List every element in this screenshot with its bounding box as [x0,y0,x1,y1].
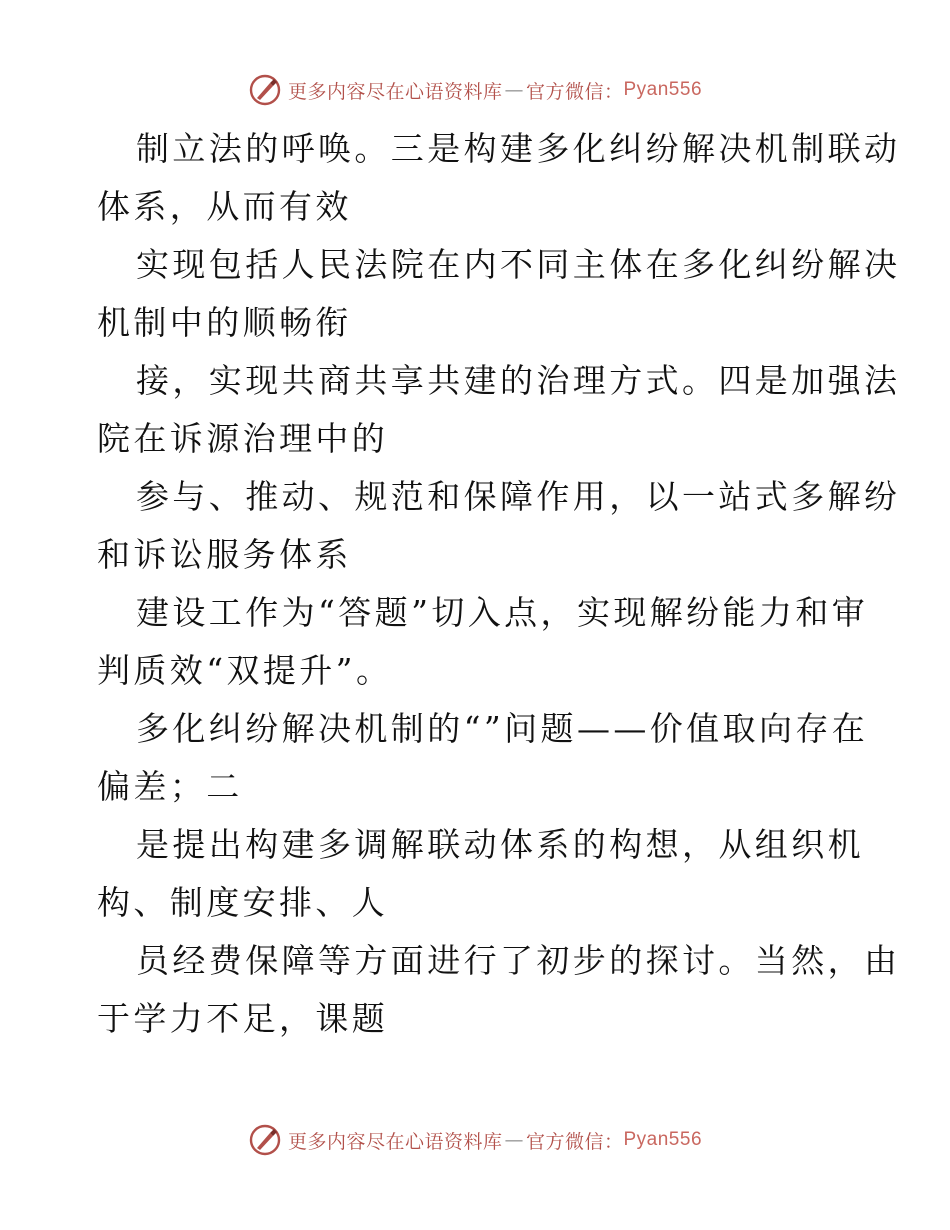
paragraph [97,816,864,932]
paragraph [97,236,901,352]
footer-watermark [0,1120,950,1160]
watermark-wechat-id: Pyan556 [623,79,703,100]
paragraph [97,700,869,816]
paragraph-line: 是提出构建多调解联动体系的构想，从组织机 [136,825,864,864]
watermark-separator: — [504,1129,524,1151]
header-watermark [0,70,950,110]
pen-logo-icon [248,1123,282,1157]
paragraph-line: 实现包括人民法院在内不同主体在多化纠纷解决 [136,245,901,284]
paragraph-line: 制立法的呼唤。三是构建多化纠纷解决机制联动 [136,129,901,168]
paragraph-line: 多化纠纷解决机制的“”问题——价值取向存在 [136,709,869,748]
paragraph [97,584,869,700]
paragraph-line: 和诉讼服务体系 [97,535,352,574]
paragraph-line: 偏差；二 [97,767,243,806]
paragraph-line: 院在诉源治理中的 [97,419,389,458]
paragraph-line: 于学力不足，课题 [97,999,389,1038]
document-body [97,120,901,1048]
watermark-text: 更多内容尽在心语资料库 [287,1130,503,1153]
paragraph-line: 机制中的顺畅衔 [97,303,352,342]
watermark-wechat-label: 官方微信： [525,80,624,103]
watermark-wechat-label: 官方微信： [525,1130,624,1153]
paragraph-line: 建设工作为“答题”切入点，实现解纷能力和审 [136,593,869,632]
paragraph-line: 构、制度安排、人 [97,883,389,922]
watermark-text: 更多内容尽在心语资料库 [287,80,503,103]
paragraph-line: 判质效“双提升”。 [97,651,393,690]
paragraph [97,468,901,584]
paragraph [97,932,901,1048]
paragraph-line: 体系，从而有效 [97,187,352,226]
pen-logo-icon [248,73,282,107]
paragraph-line: 接，实现共商共享共建的治理方式。四是加强法 [136,361,901,400]
watermark-wechat-id: Pyan556 [623,1129,703,1150]
paragraph [97,352,901,468]
paragraph-line: 员经费保障等方面进行了初步的探讨。当然，由 [136,941,901,980]
paragraph [97,120,901,236]
watermark-separator: — [504,79,524,101]
paragraph-line: 参与、推动、规范和保障作用，以一站式多解纷 [136,477,901,516]
